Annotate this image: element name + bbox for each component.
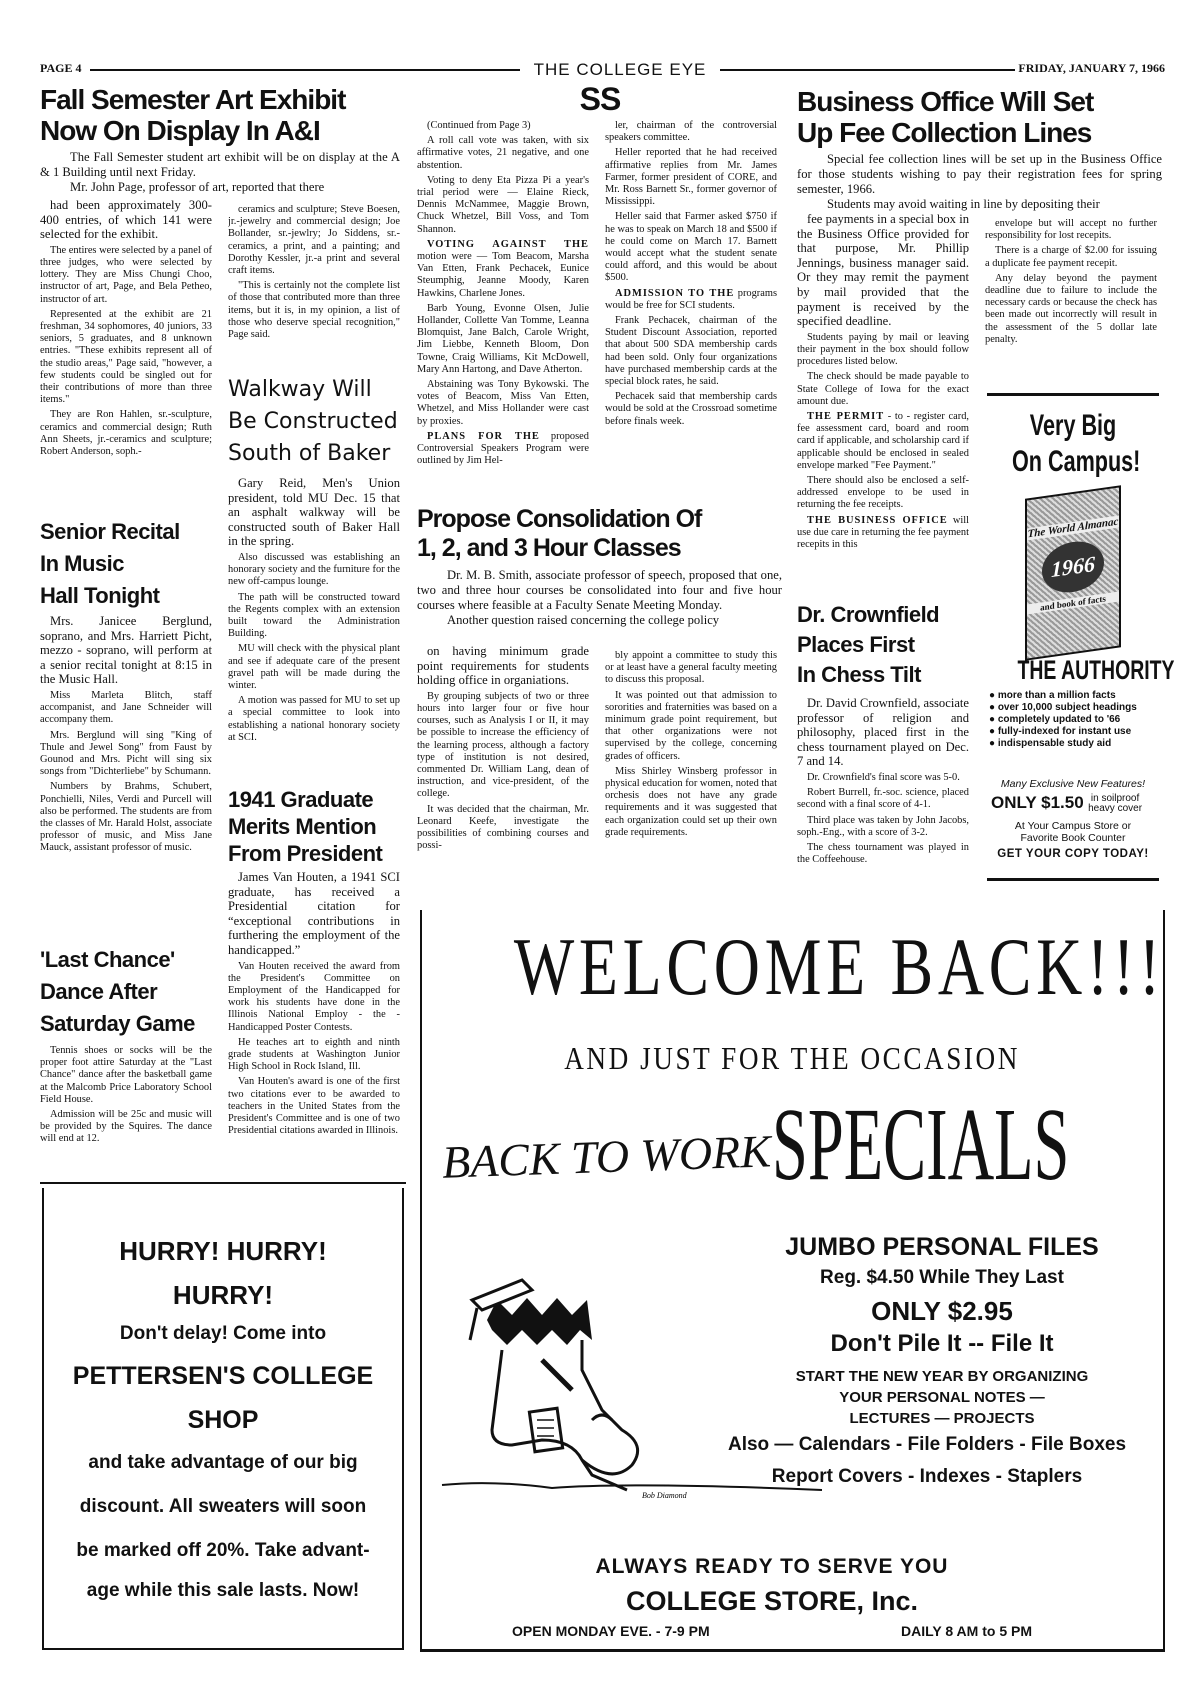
headline-line: Fall Semester Art Exhibit	[40, 84, 346, 115]
recital-body	[40, 614, 212, 936]
paragraph: Frank Pechacek, chairman of the Student Discount Association, reported that about 500 SDA membership cards had been sold. Only four organizations have purchased membership cards at the special block rates, he said.	[605, 315, 777, 388]
paragraph: Numbers by Brahms, Schubert, Ponchielli, Niles, Verdi and Purcell will also be performed. The students are from the classes of Mr. Harald Holst, associate professor of music, and Miss Jane Mauck, assistant professor of music.	[40, 781, 212, 854]
paragraph: Voting to deny Eta Pizza Pi a year's trial period were — Elaine Rieck, Dennis McNammee, Maggie Brown, Chuck Whetzel, Bill Voss, and Tom Shannon.	[417, 174, 589, 235]
issue-date: FRIDAY, JANUARY 7, 1966	[1015, 61, 1165, 76]
paragraph: There should also be enclosed a self-addressed envelope to be used in returning the fee receipts.	[797, 474, 969, 511]
almanac-features: Many Exclusive New Features!	[1000, 778, 1146, 790]
lead-in: PLANS FOR THE	[427, 430, 540, 442]
headline-line: Walkway Will	[228, 377, 372, 402]
bullet-item: ● more than a million facts	[989, 690, 1116, 701]
headline-line: 1941 Graduate	[228, 787, 374, 812]
paragraph: on having minimum grade point requirements for students holding office in organiations.	[417, 644, 589, 688]
paragraph: MU will check with the physical plant and see if adequate care of the present gravel path will be made during the winter.	[228, 643, 400, 691]
almanac-where: At Your Campus Store or Favorite Book Counter	[1014, 820, 1132, 844]
paragraph: ADMISSION TO THE programs would be free for SCI students.	[605, 287, 777, 311]
bullet-item: ● completely updated to '66	[989, 714, 1121, 725]
paragraph: Van Houten's award is one of the first two citations ever to be awarded to teachers in the United States from the President's Committee and is one of two Presidential citations awarded in Illinois.	[228, 1076, 400, 1137]
ss-col3	[417, 120, 589, 492]
slogan: Don't Pile It -- File It	[830, 1330, 1054, 1357]
almanac-ad	[987, 400, 1175, 878]
paragraph: Miss Shirley Winsberg professor in physical education for women, noted that orchesis does not have any grade requirements and it was suggested that each organization could set up their own grade requirements.	[605, 765, 777, 838]
welcome-back-title: WELCOME BACK!!!	[513, 921, 1165, 1012]
pettersen-top-rule	[40, 1182, 406, 1184]
college-store-ad	[420, 910, 1165, 1652]
bullet-item: ● over 10,000 subject headings	[989, 702, 1137, 713]
paragraph: Heller said that Farmer asked $750 if he was to speak on March 18 and $500 if he could come on March 17. Barnett would accept what the student senate could afford, and this would be about $500.	[605, 211, 777, 284]
last-chance-body	[40, 1045, 212, 1175]
paragraph: THE PERMIT - to - register card, fee assessment card, board and room card if applicable, and scholarship card if applicable should be enclosed in sealed envelope marked "Fee Payment."	[797, 410, 969, 471]
almanac-ad-headline: Very Big On Campus!	[1011, 409, 1141, 478]
business-col6	[985, 218, 1157, 380]
bullet-item: ● fully-indexed for instant use	[989, 726, 1132, 737]
paragraph: Heller reported that he had received affirmative replies from Mr. James Farmer, former president of CORE, and Mr. Ross Barnett Sr., former governor of Mississippi.	[605, 147, 777, 208]
artist-signature: Bob Diamond	[642, 1491, 687, 1500]
paragraph: Third place was taken by John Jacobs, soph.-Eng., with a score of 3-2.	[797, 814, 969, 838]
lead-in: ADMISSION TO THE	[615, 287, 735, 299]
paragraph: Represented at the exhibit are 21 freshman, 34 sophomores, 40 juniors, 33 seniors, 5 graduates, and 8 unknown entries. "These exhibits represent all of the studio areas," Page said, "however, a few students could be singled out for their contributions of more than three items."	[40, 308, 212, 406]
paragraph: It was pointed out that admission to sororities and fraternities was based on a minimum grade point requirement, but that other organizations were not supervised by the college, concerning grades of officers.	[605, 689, 777, 762]
paragraph: (Continued from Page 3)	[427, 120, 531, 131]
business-col5	[797, 212, 969, 596]
paragraph: A roll call vote was taken, with six affirmative votes, 21 negative, and one abstention.	[417, 135, 589, 171]
paragraph: The entires were selected by a panel of three judges, who were selected by lottery. They are Miss Chungi Choo, instructor of art, Page, and Bela Petheo, instructor of art.	[40, 244, 212, 305]
bullet-icon: ●	[989, 702, 998, 713]
paragraph: Miss Marleta Blitch, staff accompanist, and Jane Schneider will accompany them.	[40, 689, 212, 726]
business-intro	[797, 152, 1162, 212]
consolidation-col3	[417, 644, 589, 888]
headline-line: Propose Consolidation Of	[417, 505, 702, 533]
ad-bottom-rule	[987, 878, 1159, 881]
also-items: Also — Calendars - File Folders - File Boxes	[727, 1434, 1127, 1455]
pettersen-ad: HURRY! HURRY! HURRY! Don't delay! Come into PETTERSEN'S COLLEGE SHOP and take advantage of our big discount. All sweaters will soon be marked off 20%. Take advant- age while this sale lasts. Now!	[42, 1188, 404, 1650]
paragraph: Also discussed was establishing an honorary society and the furniture for the new off-campus lounge.	[228, 551, 400, 588]
paragraph: Gary Reid, Men's Union president, told MU Dec. 15 that an asphalt walkway will be constructed south of Baker Hall in the spring.	[228, 476, 400, 549]
paragraph: It was decided that the chairman, Mr. Leonard Keefe, investigate the possibilities of combining courses and possi-	[417, 803, 589, 852]
graduate-body	[228, 870, 400, 1170]
paragraph: James Van Houten, a 1941 SCI graduate, has received a Presidential citation for “exceptional contributions in furthering the employment of the handicapped.”	[228, 870, 400, 957]
walkway-headline	[228, 374, 398, 470]
headline-line: From President	[228, 841, 383, 866]
paragraph: Tennis shoes or socks will be the proper foot attire Saturday at the "Last Chance" dance after the basketball game at the Malcomb Price Laboratory School Field House.	[40, 1045, 212, 1105]
almanac-cta: GET YOUR COPY TODAY!	[997, 848, 1149, 860]
chess-headline	[797, 600, 939, 690]
page-number: PAGE 4	[40, 61, 82, 75]
graduate-headline	[228, 786, 382, 867]
art-exhibit-headline	[40, 84, 345, 147]
headline-line: Business Office Will Set	[797, 86, 1094, 117]
ss-headline: SS	[579, 81, 621, 117]
headline-line: Now On Display In A&I	[40, 115, 320, 147]
consolidation-headline	[417, 505, 701, 563]
store-hours: OPEN MONDAY EVE. - 7-9 PM DAILY 8 AM to 5 PM	[512, 1623, 1032, 1639]
headline-line: In Music	[40, 551, 125, 576]
back-to-work-line: BACK TO WORK	[441, 1125, 772, 1188]
headline-line: In Chess Tilt	[797, 662, 921, 687]
headline-line: Hall Tonight	[40, 583, 160, 608]
paragraph: PLANS FOR THE proposed Controversial Speakers Program were outlined by Jim Hel-	[417, 430, 589, 467]
paragraph: Special fee collection lines will be set up in the Business Office for those students wishing to pay their registration fees for spring semester, 1966.	[797, 152, 1162, 196]
art-exhibit-col2	[228, 204, 400, 364]
art-exhibit-col1	[40, 198, 212, 516]
lead-in: THE BUSINESS OFFICE	[807, 514, 948, 526]
headline-line: Senior Recital	[40, 519, 180, 544]
paragraph: Mrs. Janicee Berglund, soprano, and Mrs. Harriett Picht, mezzo - soprano, will perform at a senior recital tonight at 8:15 in the Music Hall.	[40, 614, 212, 687]
paragraph: ceramics and sculpture; Steve Boesen, jr.-jewelry and commercial design; Joe Bollander, sr.-jewlry; Jo Siddens, sr.-ceramics, a print, and a painting; and Dorothy Kessler, jr.-a print and several craft items.	[228, 204, 400, 277]
ad-top-rule	[987, 393, 1159, 396]
walkway-body	[228, 476, 400, 758]
paragraph: Van Houten received the award from the President's Committee on Employment of the Handicapped for work his students have done in the Illinois National Employ - the - Handicapped Poster Contests.	[228, 960, 400, 1033]
bullet-icon: ●	[989, 714, 998, 725]
paragraph: THE BUSINESS OFFICE will use due care in returning the fee payment recepits in this	[797, 514, 969, 550]
paragraph: By grouping subjects of two or three hours into larger four or five hour courses, such as Analysis I or II, it may be possible to increase the efficiency of the learning process, although a factory type of institution is not desired, commented Dr. William Lang, dean of instruction, and vice-president, of the college.	[417, 690, 589, 800]
lead-in: THE PERMIT	[807, 410, 885, 422]
business-headline	[797, 86, 1093, 149]
recital-headline	[40, 516, 180, 612]
lead-in: VOTING AGAINST THE	[427, 238, 589, 250]
headline-line: Be Constructed	[228, 409, 398, 434]
masthead	[40, 60, 1165, 80]
headline-line: Dance After	[40, 979, 158, 1004]
paragraph: VOTING AGAINST THE motion were — Tom Beacom, Marsha Van Etten, Frank Pechacek, Eunice Steumphig, Jeanne Moody, Karen Hawkins, Charlene Jones.	[417, 238, 589, 299]
paragraph: Abstaining was Tony Bykowski. The votes of Beacom, Miss Van Etten, Whetzel, and Miss Hollander were cast by proxies.	[417, 379, 589, 427]
regular-price: Reg. $4.50 While They Last	[820, 1267, 1064, 1288]
consolidation-intro	[417, 568, 782, 628]
art-exhibit-intro	[40, 150, 400, 195]
headline-line: Merits Mention	[228, 814, 377, 839]
paragraph: Mrs. Berglund will sing "King of Thule and Jewel Song" from Faust by Gounod and Mrs. Picht will sing six songs from "Dichterliebe" by Schumann.	[40, 729, 212, 778]
paragraph: ler, chairman of the controversial speakers committee.	[605, 120, 777, 144]
paragraph: fee payments in a special box in the Business Office provided for that purpose, Mr. Phillip Jennings, business manager said. Or they may remit the payment by mail provided that the payment is received by the specified deadline.	[797, 212, 969, 329]
newspaper-title: THE COLLEGE EYE	[520, 60, 720, 80]
paragraph: The chess tournament was played in the Coffeehouse.	[797, 841, 969, 866]
almanac-authority: THE AUTHORITY	[1017, 655, 1175, 685]
paragraph: Barb Young, Evonne Olsen, Julie Hollander, Collette Van Tomme, Leanna Blomquist, Jane Balch, Carole Wright, Jim Liebbe, Kenneth Bloom, Don Towne, Craig Williams, Kit McDowell, Mary Ann Hartong, and Dave Atherton.	[417, 302, 589, 375]
bullet-item: ● indispensable study aid	[989, 738, 1112, 749]
paragraph: Students paying by mail or leaving their payment in the box should follow procedures listed below.	[797, 331, 969, 368]
paragraph: Any delay beyond the payment deadline due to failure to include the necessary cards or because the check has been made out incorrectly will result in the assessment of the 5 dollar late penalty.	[985, 272, 1157, 345]
sale-price: ONLY $2.95	[871, 1296, 1013, 1326]
paragraph: A motion was passed for MU to set up a special committee to look into establishing a national honorary society at SCI.	[228, 695, 400, 743]
paragraph: Robert Burrell, fr.-soc. science, placed second with a final score of 4-1.	[797, 787, 969, 811]
store-name: COLLEGE STORE, Inc.	[625, 1586, 919, 1616]
paragraph: Dr. David Crownfield, associate professor of religion and philosophy, placed first in the chess tournament played on Dec. 7 and 14.	[797, 696, 969, 769]
report-items: Report Covers - Indexes - Staplers	[771, 1466, 1083, 1487]
paragraph: Pechacek said that membership cards would be sold at the Crossroad sometime before finals week.	[605, 391, 777, 427]
paragraph: had been approximately 300-400 entries, of which 141 were selected for the exhibit.	[40, 198, 212, 242]
headline-line: 'Last Chance'	[40, 947, 175, 972]
headline-line: South of Baker	[228, 441, 391, 466]
almanac-bullets	[989, 690, 1159, 750]
occasion-line: AND JUST FOR THE OCCASION	[564, 1040, 1021, 1076]
bullet-icon: ●	[989, 738, 998, 749]
headline-line: 1, 2, and 3 Hour Classes	[417, 534, 681, 562]
paragraph: bly appoint a committee to study this or at least have a general faculty meeting to discuss this proposal.	[605, 650, 777, 686]
always-ready: ALWAYS READY TO SERVE YOU	[595, 1555, 949, 1578]
consolidation-col4	[605, 650, 777, 888]
student-cartoon-icon	[432, 1270, 832, 1500]
paragraph: They are Ron Hahlen, sr.-sculpture, ceramics and commercial design; Ruth Ann Sheets, jr.-ceramics and sculpture; Robert Anderson, soph.-	[40, 409, 212, 458]
headline-line: Places First	[797, 632, 915, 657]
almanac-book-image: The World Almanac 1966 and book of facts	[1025, 485, 1121, 660]
paragraph: Mr. John Page, professor of art, reported that there	[70, 180, 325, 194]
paragraph: The check should be made payable to State College of Iowa for the exact amount due.	[797, 371, 969, 407]
bullet-icon: ●	[989, 690, 998, 701]
jumbo-files: JUMBO PERSONAL FILES	[785, 1233, 1099, 1261]
chess-body	[797, 696, 969, 888]
ss-col4	[605, 120, 777, 492]
paragraph: "This is certainly not the complete list of those that contributed more than three items, but it is, in my opinion, a list of those who deserve special recognition," Page said.	[228, 280, 400, 341]
paragraph: Admission will be 25c and music will be provided by the Squires. The dance will end at 12.	[40, 1109, 212, 1145]
specials-title: SPECIALS	[772, 1087, 1070, 1202]
headline-line: Saturday Game	[40, 1011, 195, 1036]
paragraph: Another question raised concerning the college policy	[447, 613, 720, 627]
paragraph: Dr. Crownfield's final score was 5-0.	[807, 771, 960, 783]
headline-line: Up Fee Collection Lines	[797, 117, 1092, 149]
paragraph: envelope but will accept no further responsibility for lost recepits.	[985, 218, 1157, 242]
almanac-price: ONLY $1.50 in soilproof heavy cover	[991, 792, 1143, 814]
last-chance-headline	[40, 944, 195, 1040]
paragraph: There is a charge of $2.00 for issuing a duplicate fee payment recepit.	[985, 245, 1157, 269]
headline-line: Dr. Crownfield	[797, 602, 940, 627]
paragraph: Dr. M. B. Smith, associate professor of speech, proposed that one, two and three hour courses be consolidated into four and five hour courses where feasible at a Faculty Senate Meeting Monday.	[417, 568, 782, 612]
paragraph: The path will be constructed toward the Regents complex with an extension built toward the Administration Building.	[228, 591, 400, 640]
paragraph: The Fall Semester student art exhibit will be on display at the A & 1 Building until next Friday.	[40, 150, 400, 179]
bullet-icon: ●	[989, 726, 998, 737]
paragraph: Students may avoid waiting in line by depositing their	[827, 197, 1100, 211]
paragraph: He teaches art to eighth and ninth grade students at Washington Junior High School in Rock Island, Ill.	[228, 1036, 400, 1073]
organize-lines: START THE NEW YEAR BY ORGANIZING YOUR PERSONAL NOTES — LECTURES — PROJECTS	[795, 1368, 1089, 1427]
